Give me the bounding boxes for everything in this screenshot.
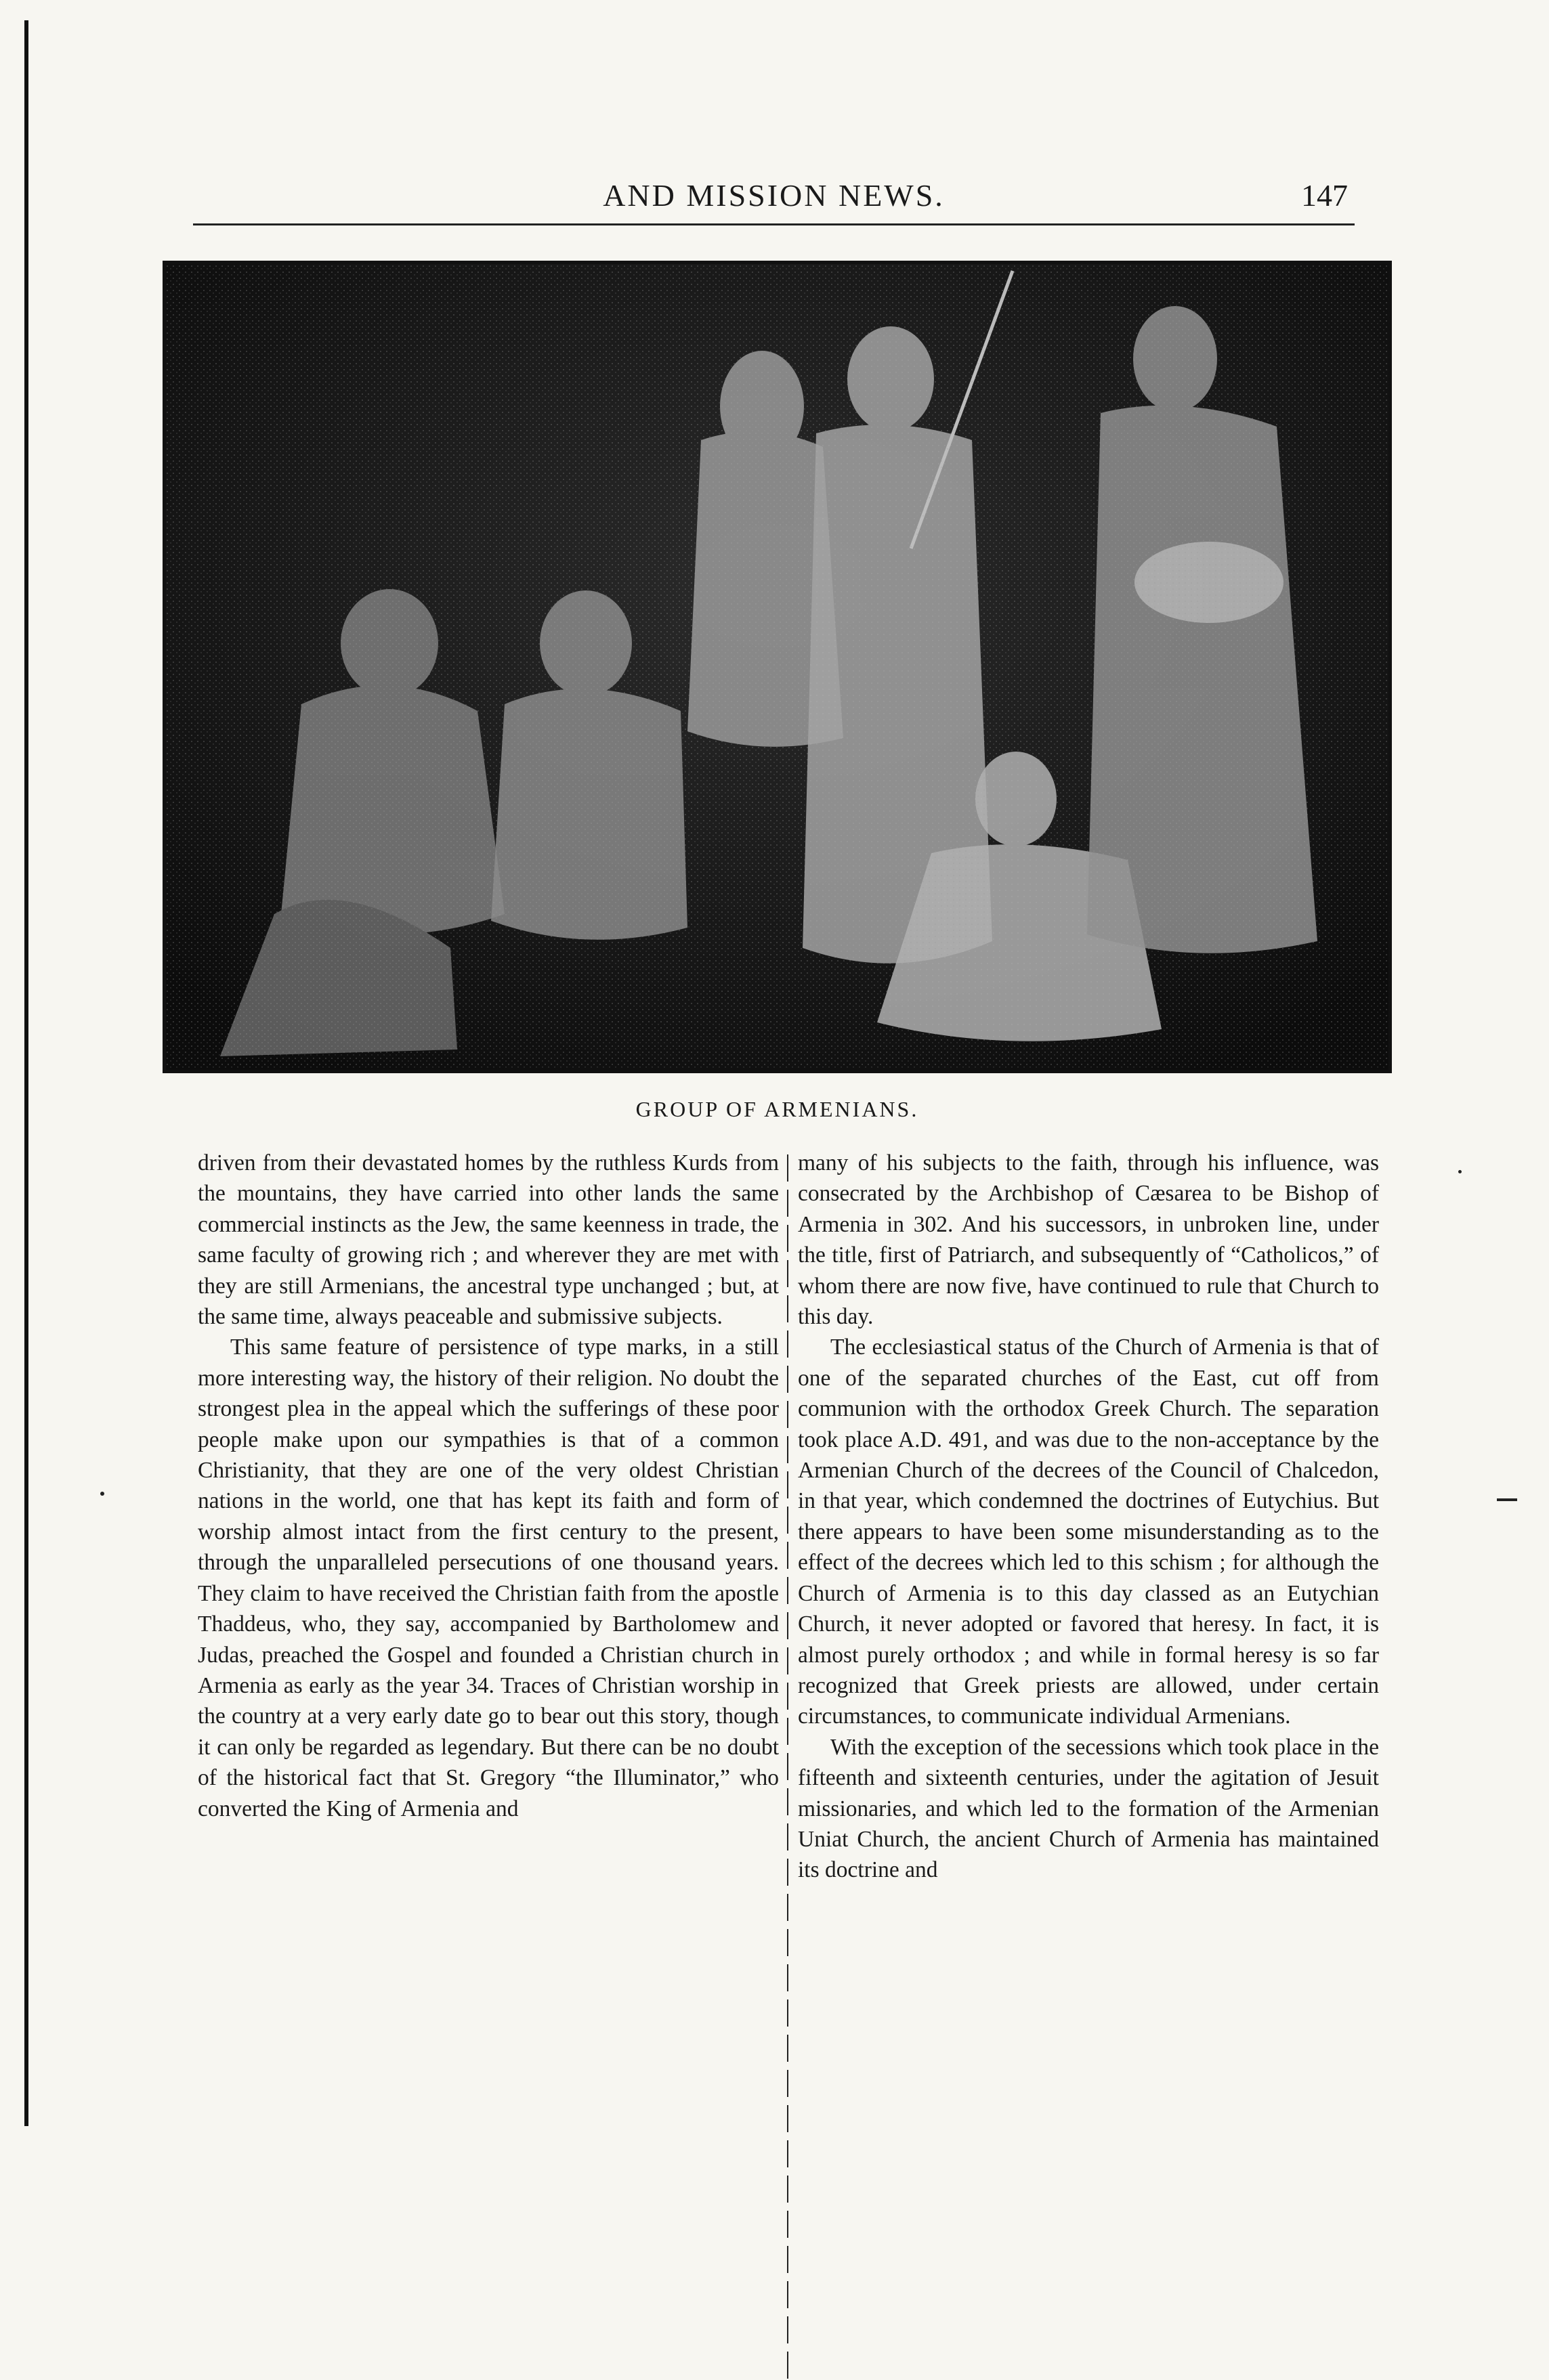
paragraph: many of his subjects to the faith, through his influence, was consecrated by the Archbishop of Cæsarea to be Bishop of Armenia in 302. And his successors, in unbroken line, under the title, first of Patriarch, and subsequently of “Catholicos,” of whom there are now five, have continued to rule that Church to this day. bbox=[798, 1150, 1379, 1330]
paragraph: The ecclesiastical status of the Church of Armenia is that of one of the separated churches of the East, cut off from communion with the orthodox Greek Church. The separation took place A.D. 491, and was due to the non-acceptance by the Armenian Church of the decrees of the Council of Chalcedon, in that year, which condemned the doctrines of Eutychius. But there appears to have been some misunderstanding as to the effect of the decrees which led to this schism ; for although the Church of Armenia is to this day classed as an Eutychian Church, it never adopted or favored that heresy. In fact, it is almost purely orthodox ; and while in formal heresy is so far recognized that Greek priests are allowed, under certain circumstances, to communicate individual Armenians. bbox=[798, 1335, 1379, 1729]
text-column-right bbox=[798, 1148, 1379, 1886]
page-spine-edge bbox=[24, 20, 28, 2126]
margin-mark bbox=[1497, 1498, 1517, 1501]
text-column-left bbox=[198, 1148, 779, 1824]
group-photograph bbox=[163, 261, 1392, 1073]
figure-caption: GROUP OF ARMENIANS. bbox=[635, 1097, 919, 1121]
margin-dot bbox=[100, 1492, 104, 1496]
margin-dot bbox=[1458, 1170, 1462, 1173]
page-number: 147 bbox=[1301, 178, 1348, 213]
running-header bbox=[193, 177, 1355, 232]
column-divider bbox=[787, 1154, 788, 2380]
header-rule bbox=[193, 223, 1355, 225]
paragraph: With the exception of the secessions which took place in the fifteenth and sixteenth centuries, under the agitation of Jesuit missionaries, and which led to the formation of the Armenian Uniat Church, the ancient Church of Armenia has maintained its doctrine and bbox=[798, 1734, 1379, 1883]
paragraph: driven from their devastated homes by the ruthless Kurds from the mountains, they have carried into other lands the same commercial instincts as the Jew, the same keenness in trade, the same faculty of growing rich ; and wherever they are met with they are still Armenians, the ancestral type unchanged ; but, at the same time, always peaceable and submissive subjects. bbox=[198, 1150, 779, 1330]
running-title: AND MISSION NEWS. bbox=[603, 178, 945, 213]
photograph-illustration bbox=[166, 264, 1388, 1070]
paragraph: This same feature of persistence of type marks, in a still more interesting way, the history of their religion. No doubt the strongest plea in the appeal which the sufferings of these poor people make upon our sympathies is that of a common Christianity, that they are one of the very oldest Christian nations in the world, one that has kept its faith and form of worship almost intact from the first century to the present, through the unparalleled persecutions of one thousand years. They claim to have received the Christian faith from the apostle Thaddeus, who, they say, accompanied by Bartholomew and Judas, preached the Gospel and founded a Christian church in Armenia as early as the year 34. Traces of Christian worship in the country at a very early date go to bear out this story, though it can only be regarded as legendary. But there can be no doubt of the historical fact that St. Gregory “the Illuminator,” who converted the King of Armenia and bbox=[198, 1335, 779, 1821]
